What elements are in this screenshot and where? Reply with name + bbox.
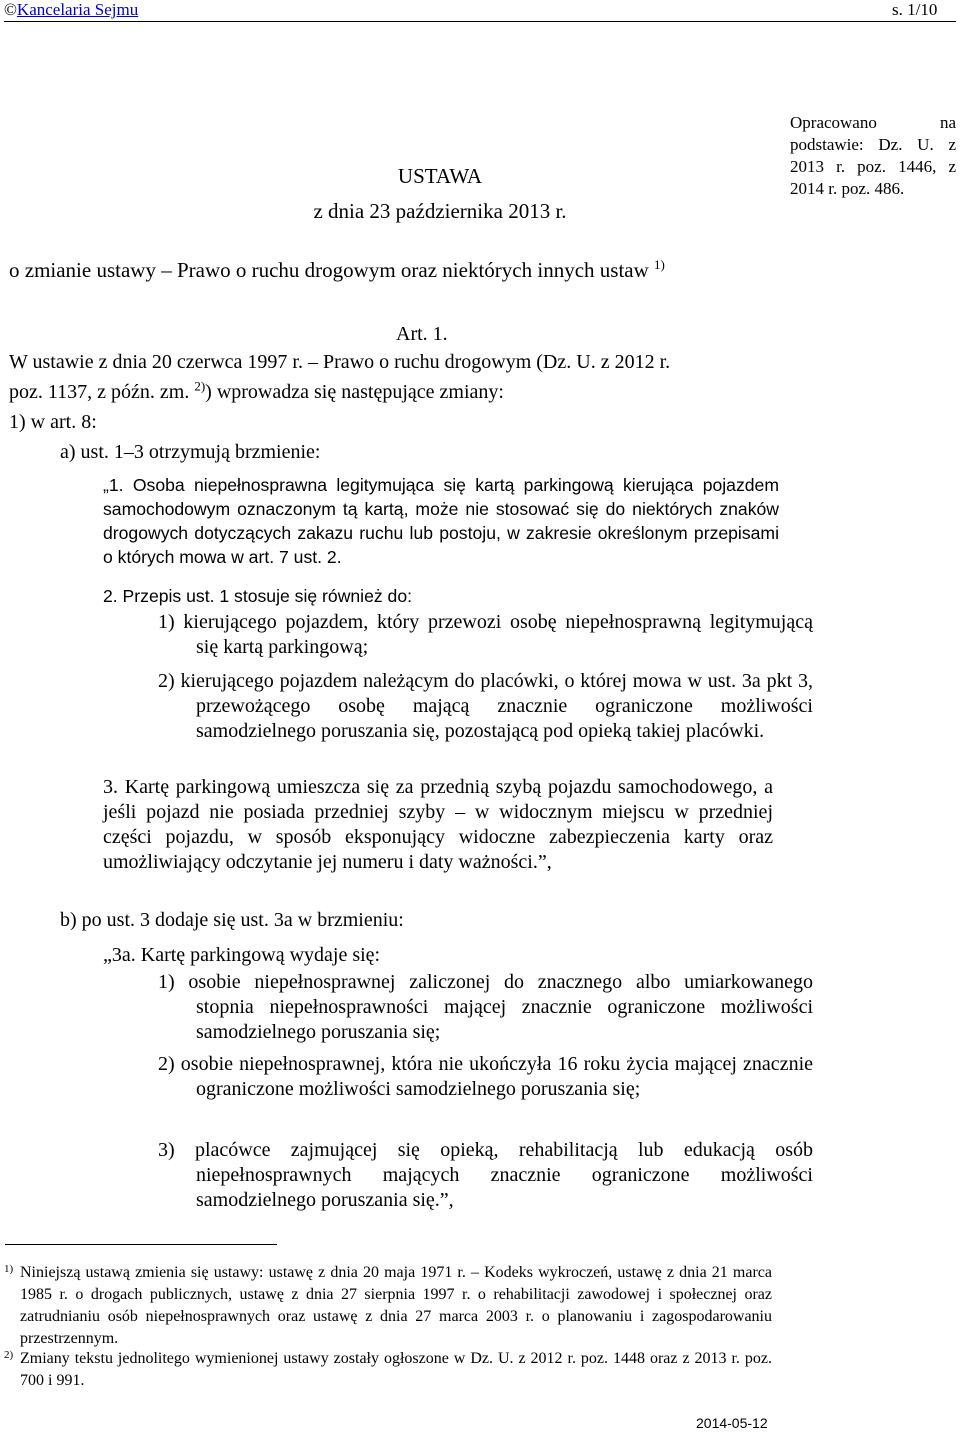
ust-2: 2. Przepis ust. 1 stosuje się również do:: [103, 586, 413, 606]
ust-3a-point-2: 2) osobie niepełnosprawnej, która nie ukończyła 16 roku życia mającej znacznie ograniczone możliwości samodzielnego poruszania się;: [158, 1053, 813, 1100]
intro-line-1: W ustawie z dnia 20 czerwca 1997 r. – Prawo o ruchu drogowym (Dz. U. z 2012 r.: [9, 351, 671, 373]
source-line: podstawie: Dz. U. z: [790, 135, 956, 154]
footnote-ref[interactable]: 1): [654, 257, 665, 272]
point-1b: b) po ust. 3 dodaje się ust. 3a w brzmieniu:: [60, 909, 404, 931]
footnote-1: [4, 1262, 772, 1350]
header-source-link[interactable]: Kancelaria Sejmu: [16, 0, 139, 19]
footnote-divider: [5, 1244, 277, 1245]
intro-line-2: [9, 378, 504, 404]
header-divider: [4, 21, 956, 22]
point-1: 1) w art. 8:: [9, 411, 97, 433]
footer-date: 2014-05-12: [696, 1415, 768, 1431]
footnote-2: [4, 1348, 772, 1392]
footnote-number: 2): [4, 1349, 14, 1361]
document-date: z dnia 23 października 2013 r.: [313, 199, 567, 223]
ust-3a: „3a. Kartę parkingową wydaje się:: [103, 944, 381, 966]
document-title: USTAWA: [397, 164, 483, 188]
ust-3a-point-3: 3) placówce zajmującej się opieką, rehabilitacją lub edukacją osób niepełnosprawnych mających znacznie ograniczone możliwości samodzielnego poruszania się.”,: [158, 1139, 813, 1211]
ust-3: 3. Kartę parkingową umieszcza się za przednią szybą pojazdu samochodowego, a jeśli pojazd nie posiada przedniej szyby – w widocznym miejscu w przedniej części pojazdu, w sposób eksponujący widoczne zabezpieczenia karty oraz umożliwiający odczytanie jej numeru i daty ważności.”,: [103, 776, 773, 873]
ust-3a-point-1: 1) osobie niepełnosprawnej zaliczonej do znacznego albo umiarkowanego stopnia niepełnosprawności mającej znacznie ograniczone możliwości samodzielnego poruszania się;: [158, 971, 813, 1043]
footnote-ref[interactable]: 2): [194, 378, 206, 394]
source-line: Opracowano na: [790, 113, 956, 132]
ust-2-point-1: 1) kierującego pojazdem, który przewozi osobę niepełnosprawną legitymującą się kartą parkingową;: [158, 611, 813, 658]
intro-text: poz. 1137, z późn. zm.: [9, 381, 190, 403]
article-label: Art. 1.: [396, 323, 448, 345]
ust-1: „1. Osoba niepełnosprawna legitymująca się kartą parkingową kierująca pojazdem samochodowym oznaczonym tą kartą, może nie stosować się do niektórych znaków drogowych dotyczących zakazu ruchu lub postoju, w zakresie określonym przepisami o których mowa w art. 7 ust. 2.: [103, 475, 779, 567]
source-line: 2014 r. poz. 486.: [790, 179, 905, 198]
page-number: s. 1/10: [892, 0, 938, 19]
header-source: [4, 0, 138, 20]
footnote-text: Zmiany tekstu jednolitego wymienionej ustawy zostały ogłoszone w Dz. U. z 2012 r. poz. 1448 oraz z 2013 r. poz. 700 i 991.: [20, 1350, 772, 1389]
footnote-text: Niniejszą ustawą zmienia się ustawy: ustawę z dnia 20 maja 1971 r. – Kodeks wykroczeń, ustawę z dnia 21 marca 1985 r. o drogach publicznych, ustawę z dnia 27 sierpnia 1997 r. o rehabilitacji zawodowej i społecznej oraz zatrudnianiu osób niepełnosprawnych oraz ustawę z dnia 27 marca 2003 r. o planowaniu i zagospodarowaniu przestrzennym.: [20, 1264, 772, 1347]
source-note: [790, 112, 956, 200]
point-1a: a) ust. 1–3 otrzymują brzmienie:: [60, 441, 321, 463]
footnote-number: 1): [4, 1263, 14, 1275]
ust-2-point-2: 2) kierującego pojazdem należącym do placówki, o której mowa w ust. 3a pkt 3, przewożącego osobę mającą znacznie ograniczone możliwości samodzielnego poruszania się, pozostającą pod opieką takiej placówki.: [158, 670, 813, 742]
source-line: 2013 r. poz. 1446, z: [790, 157, 956, 176]
subject-text: o zmianie ustawy – Prawo o ruchu drogowym oraz niektórych innych ustaw: [9, 258, 649, 282]
document-subject: [9, 258, 665, 283]
intro-text-end: ) wprowadza się następujące zmiany:: [205, 381, 504, 403]
